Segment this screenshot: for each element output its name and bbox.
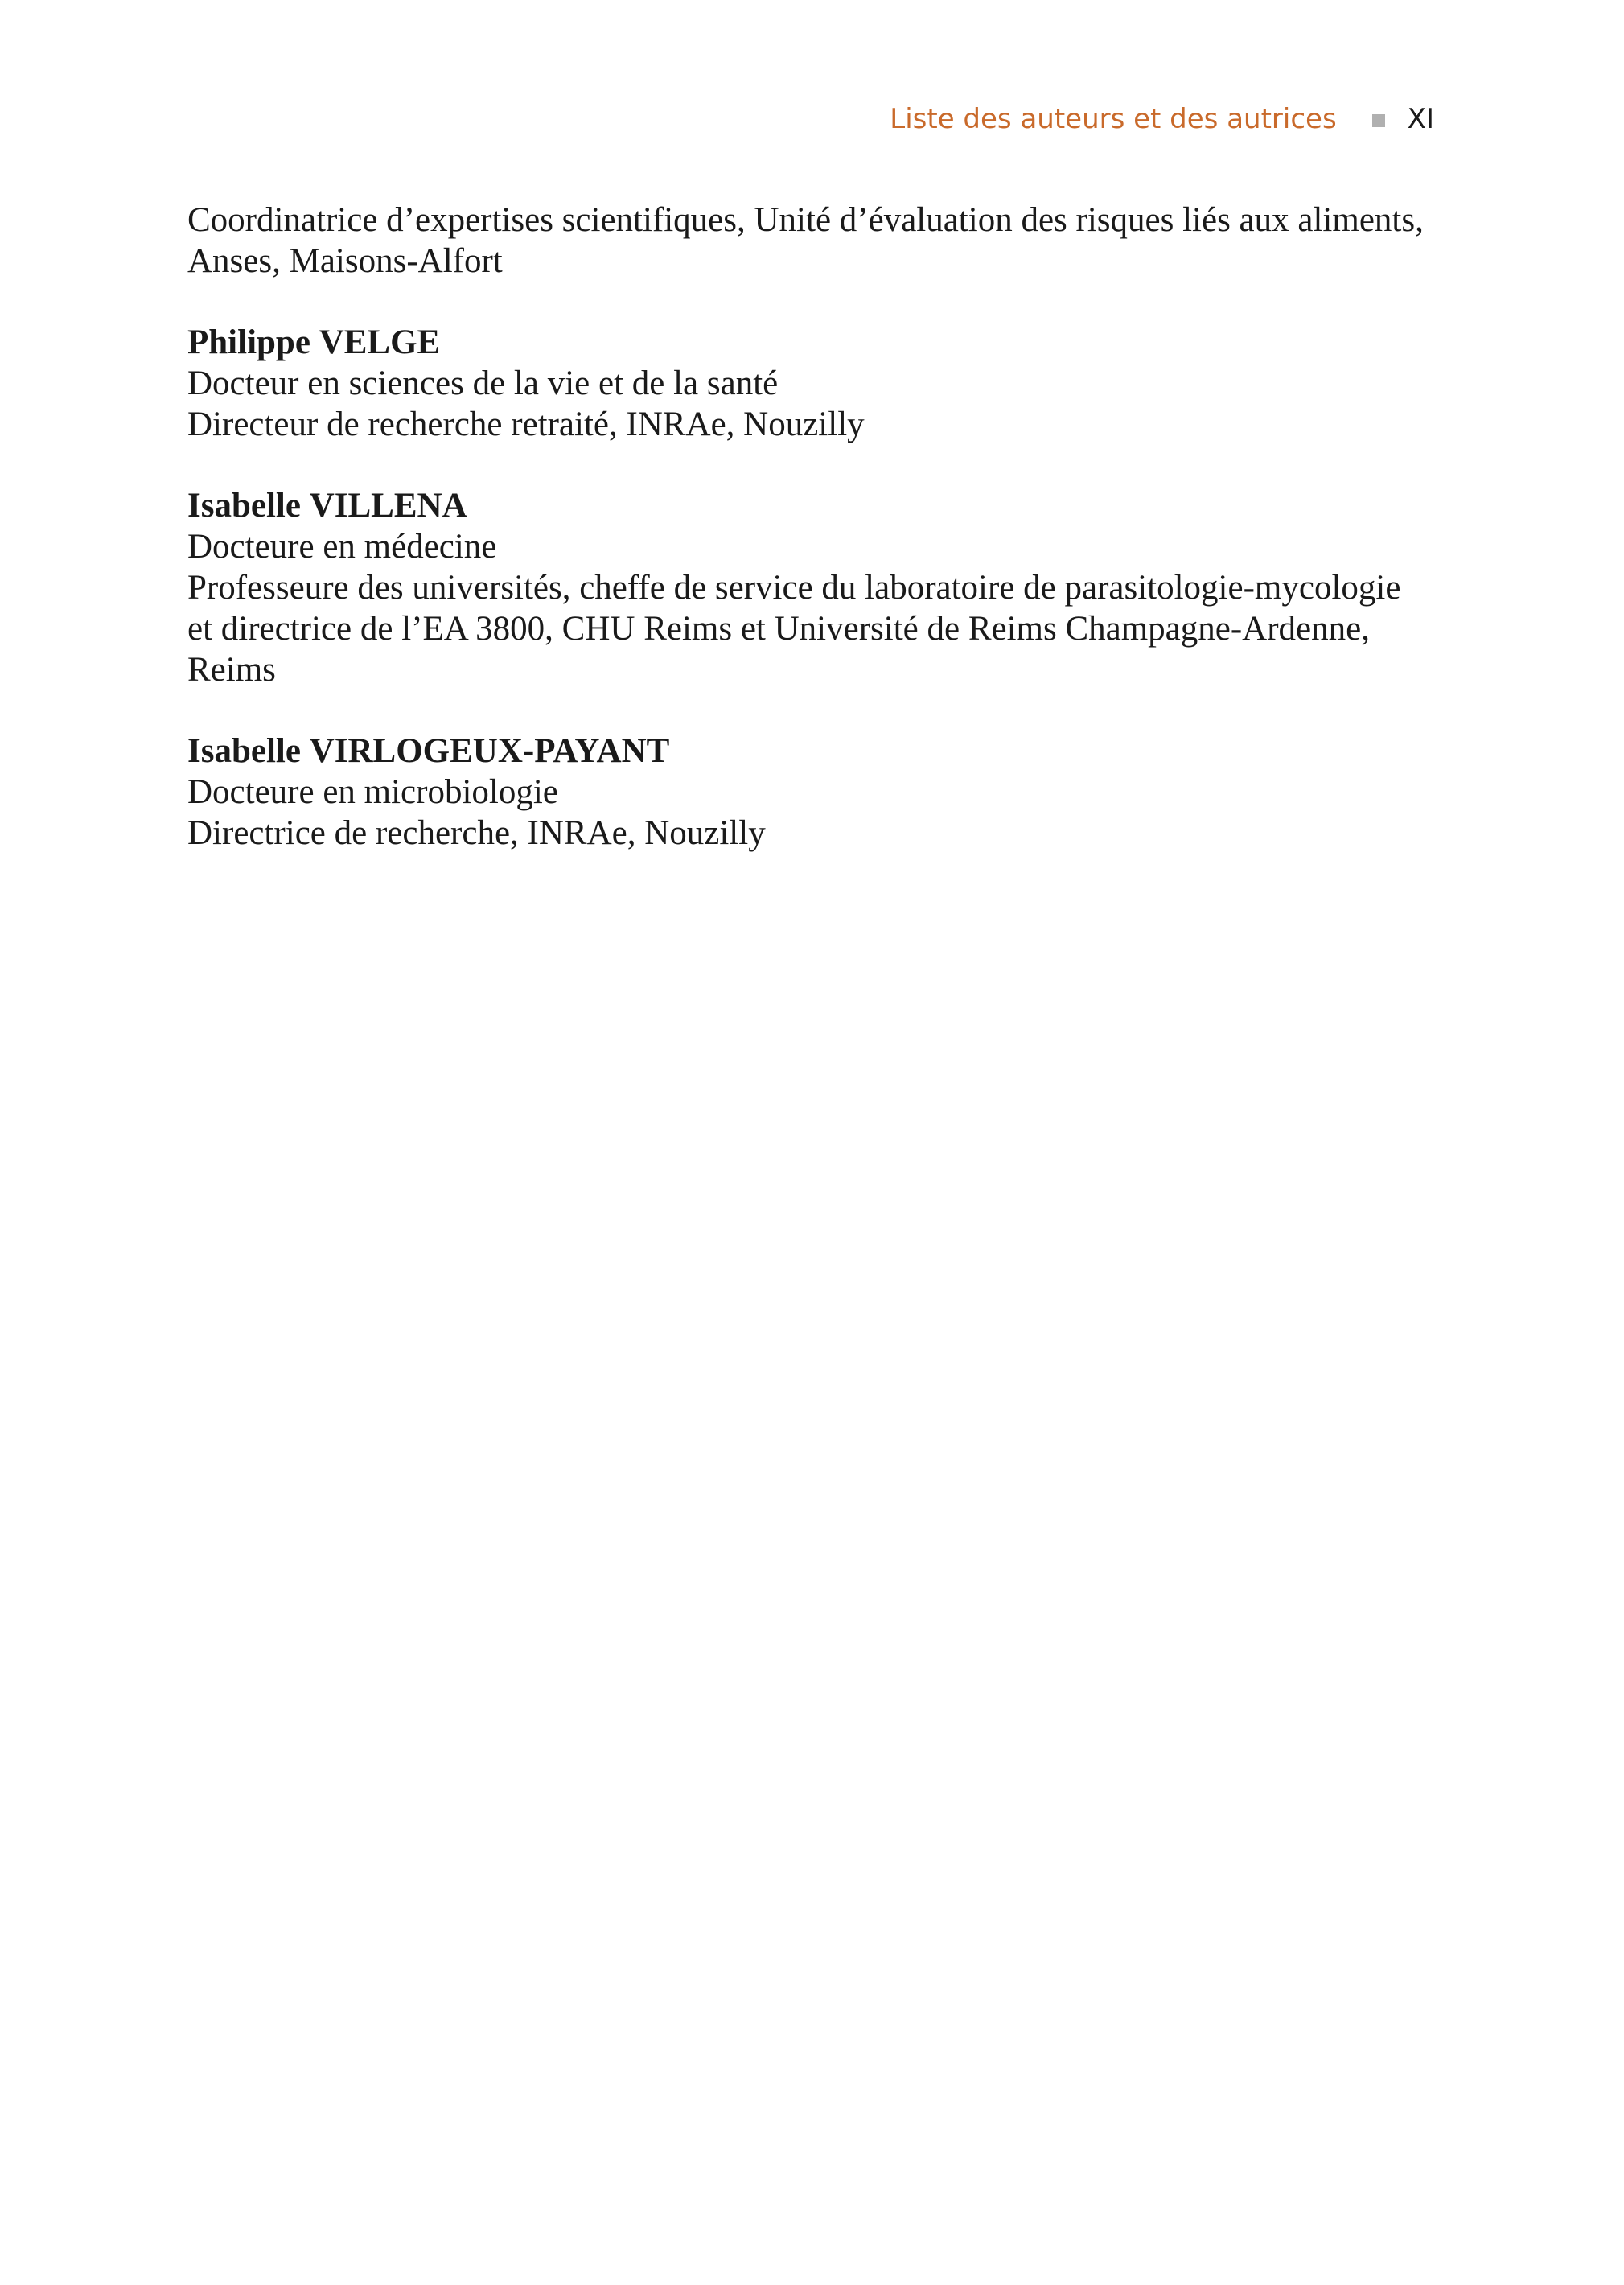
running-header [890, 103, 1434, 135]
affiliation-line: et directrice de l’EA 3800, CHU Reims et Université de Reims Champagne-Ardenne, [187, 610, 1370, 648]
author-entry-villena [187, 485, 1438, 690]
affiliation-line: Anses, Maisons-Alfort [187, 242, 503, 280]
author-surname: VILLENA [309, 487, 467, 525]
author-name [187, 322, 1438, 363]
author-list [187, 200, 1438, 894]
degree-line: Docteur en sciences de la vie et de la santé [187, 364, 779, 402]
author-name [187, 485, 1438, 526]
degree-line: Docteure en microbiologie [187, 773, 558, 811]
author-given-name: Philippe [187, 323, 310, 361]
author-given-name: Isabelle [187, 732, 301, 770]
author-surname: VIRLOGEUX-PAYANT [309, 732, 670, 770]
page-number: XI [1407, 103, 1434, 135]
author-entry-virlogeux-payant [187, 731, 1438, 854]
affiliation-line: Directrice de recherche, INRAe, Nouzilly [187, 814, 766, 852]
affiliation-line: Coordinatrice d’expertises scientifiques, Unité d’évaluation des risques liés aux aliments, [187, 201, 1424, 239]
author-name [187, 731, 1438, 772]
affiliation-line: Professeure des universités, cheffe de service du laboratoire de parasitologie-mycologie [187, 569, 1401, 607]
author-entry-velge [187, 322, 1438, 445]
degree-line: Docteure en médecine [187, 528, 497, 566]
author-given-name: Isabelle [187, 487, 301, 525]
running-title: Liste des auteurs et des autrices [890, 103, 1337, 135]
affiliation-line: Reims [187, 651, 276, 689]
author-surname: VELGE [319, 323, 441, 361]
separator-square-icon [1372, 114, 1385, 127]
author-entry-continued [187, 200, 1438, 282]
affiliation-line: Directeur de recherche retraité, INRAe, Nouzilly [187, 406, 865, 443]
